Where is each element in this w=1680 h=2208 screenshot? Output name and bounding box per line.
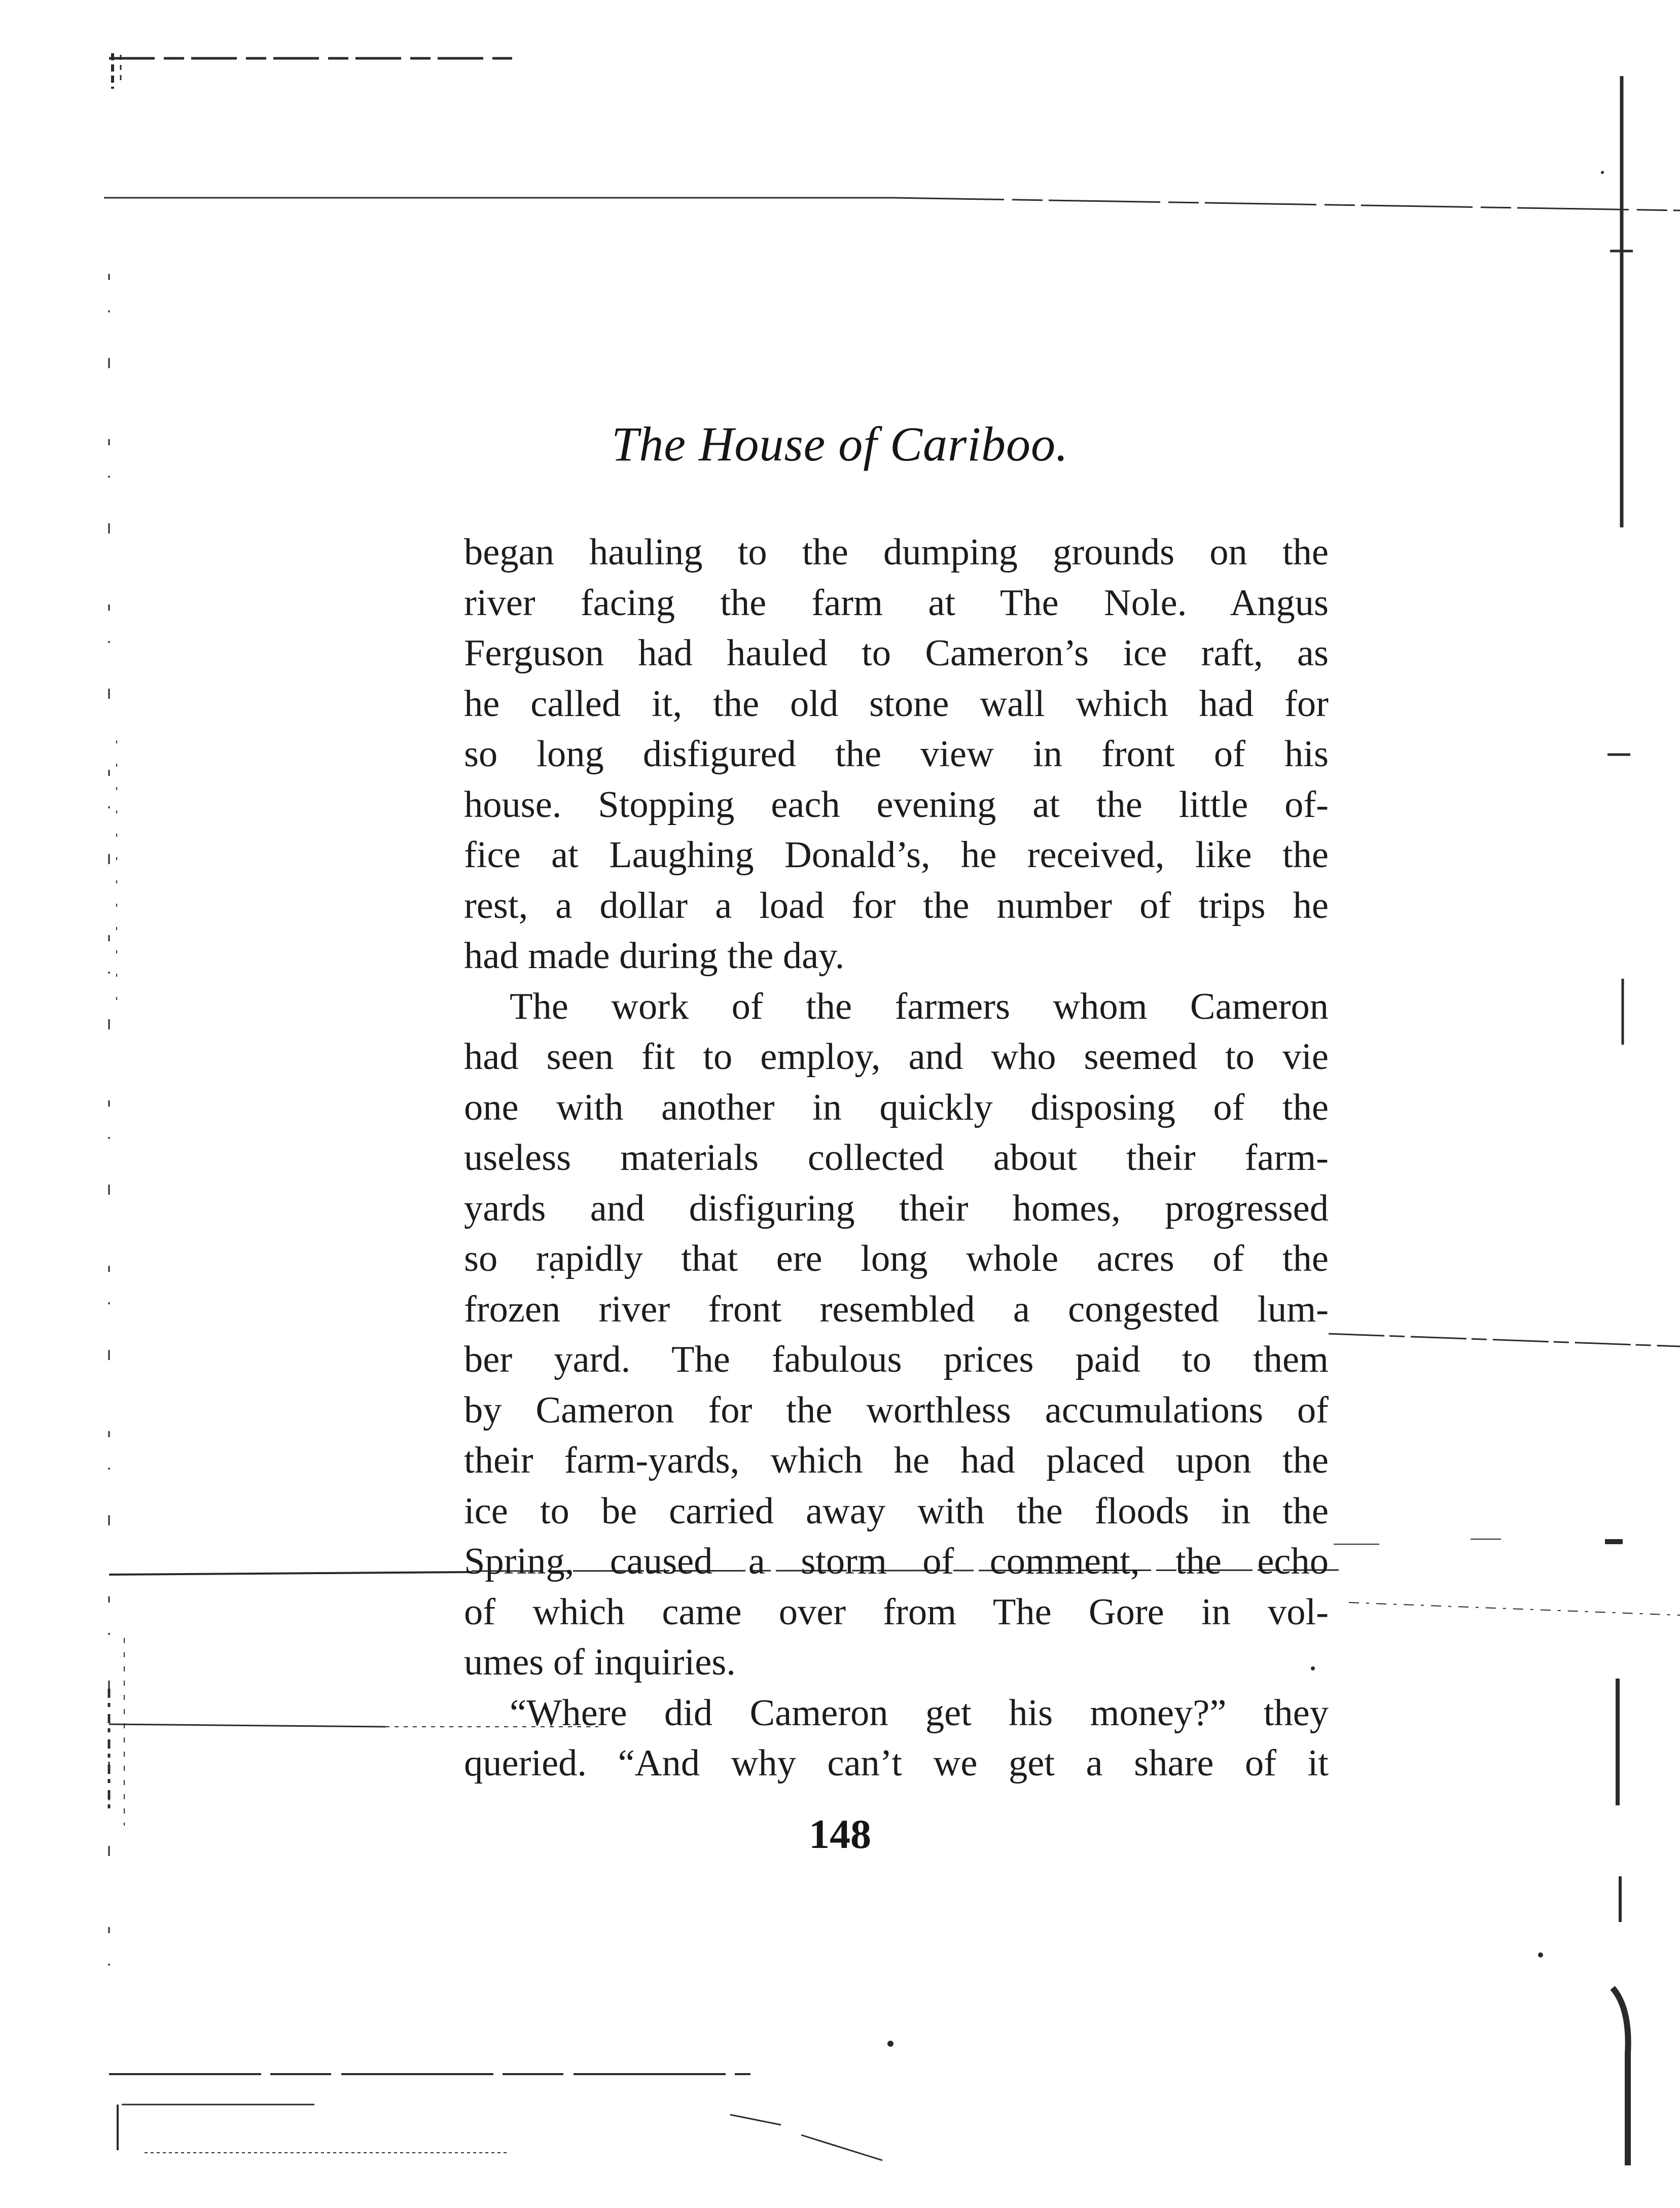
text-line: queried. “And why can’t we get a share of it: [464, 1742, 1329, 1784]
body-text: [464, 527, 1329, 1789]
text-line: Ferguson had hauled to Cameron’s ice raft, as: [464, 632, 1329, 674]
text-line: so long disfigured the view in front of his: [464, 733, 1329, 775]
text-line: house. Stopping each evening at the little of-: [464, 784, 1329, 826]
running-head: The House of Cariboo.: [611, 417, 1069, 471]
page-number: 148: [809, 1811, 871, 1857]
text-line: “Where did Cameron get his money?” they: [510, 1692, 1329, 1734]
text-line: fice at Laughing Donald’s, he received, like the: [464, 834, 1329, 876]
text-line: rest, a dollar a load for the number of trips he: [464, 884, 1329, 927]
text-line: their farm-yards, which he had placed upon the: [464, 1440, 1329, 1481]
text-line: umes of inquiries.: [464, 1642, 736, 1683]
text-line: began hauling to the dumping grounds on the: [464, 531, 1329, 573]
text-line: so rapidly that ere long whole acres of the: [464, 1238, 1329, 1279]
text-line: useless materials collected about their farm-: [464, 1137, 1329, 1179]
text-line: ber yard. The fabulous prices paid to them: [464, 1339, 1329, 1380]
text-line: The work of the farmers whom Cameron: [510, 985, 1329, 1027]
text-line: one with another in quickly disposing of the: [464, 1086, 1329, 1128]
text-line: Spring, caused a storm of comment, the echo: [464, 1541, 1329, 1582]
text-line: yards and disfiguring their homes, progressed: [464, 1187, 1329, 1229]
text-line: had made during the day.: [464, 935, 845, 977]
text-line: had seen fit to employ, and who seemed to vie: [464, 1036, 1329, 1078]
text-line: river facing the farm at The Nole. Angus: [464, 582, 1329, 624]
text-line: by Cameron for the worthless accumulations of: [464, 1389, 1329, 1431]
text-line: frozen river front resembled a congested lum-: [464, 1288, 1329, 1330]
text-line: ice to be carried away with the floods in the: [464, 1490, 1329, 1532]
text-line: he called it, the old stone wall which had for: [464, 683, 1329, 725]
text-line: of which came over from The Gore in vol-: [464, 1591, 1329, 1633]
